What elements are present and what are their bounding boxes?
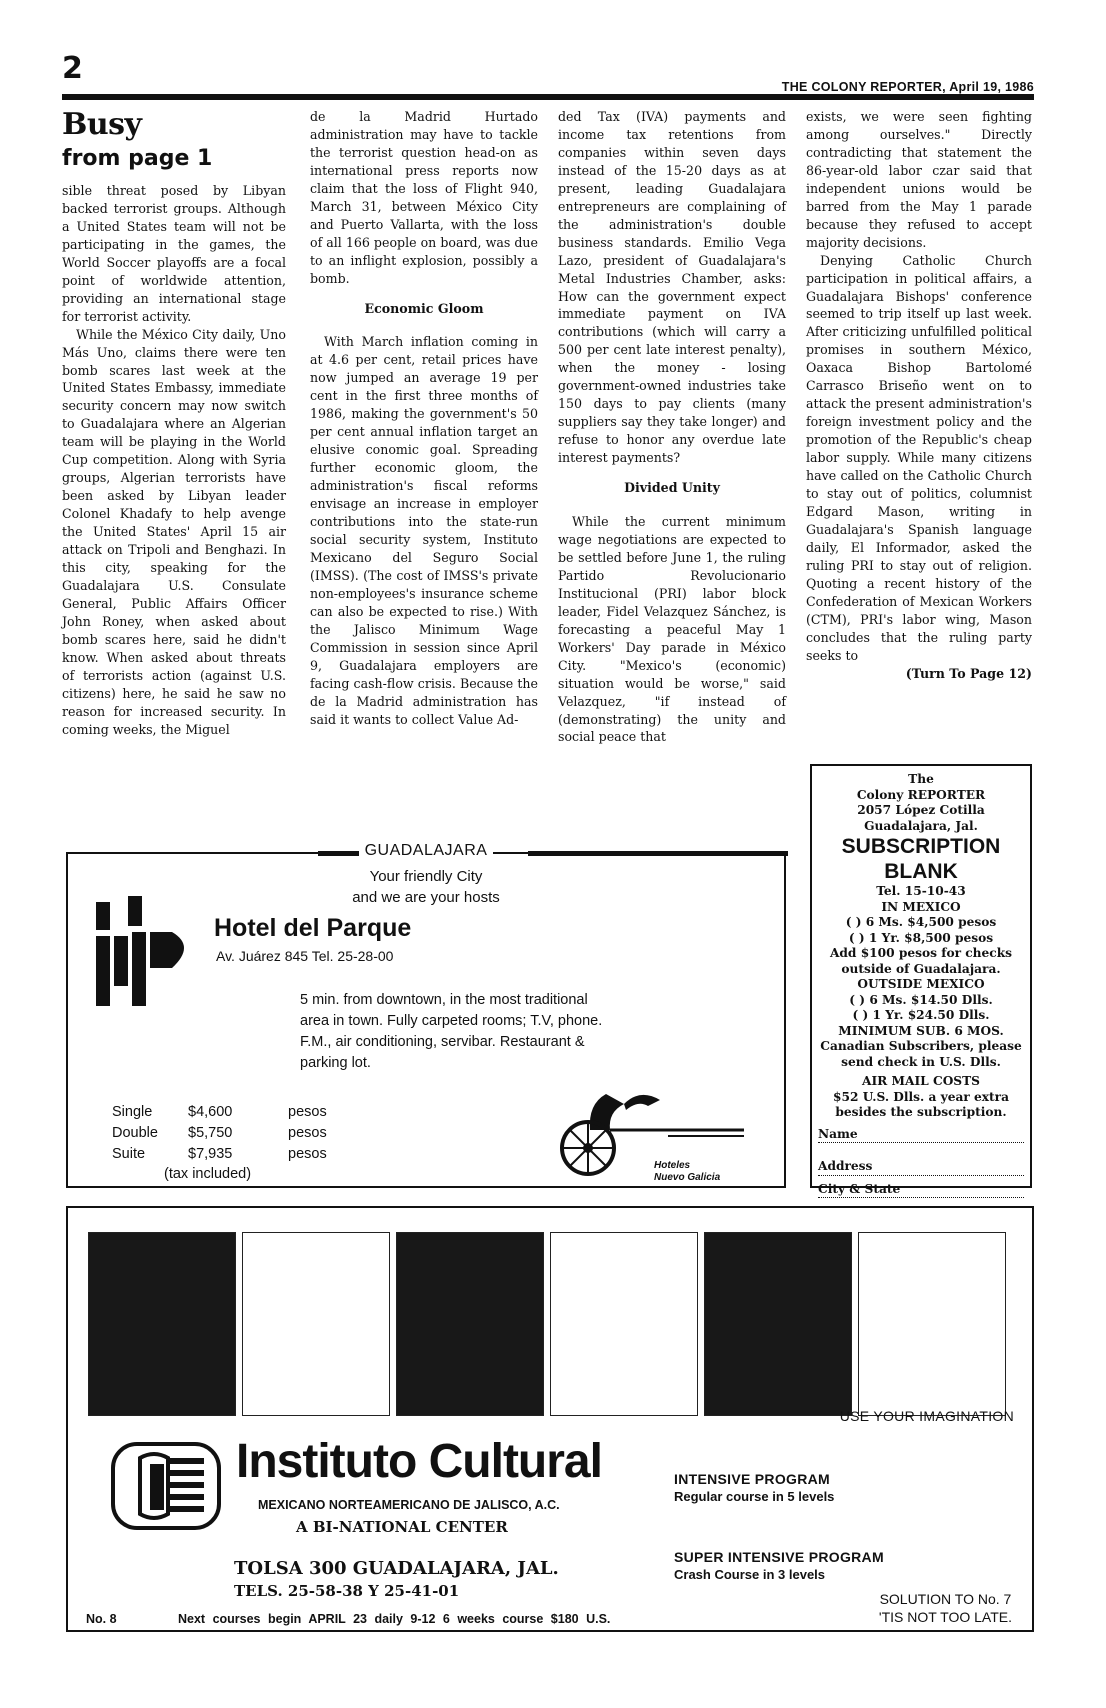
sub-option[interactable]: ( ) 1 Yr. $8,500 pesos <box>848 930 994 945</box>
photo-placeholder <box>242 1232 390 1416</box>
rate-row <box>112 1144 327 1165</box>
hotel-ad <box>66 842 786 1188</box>
program-desc: Crash Course in 3 levels <box>674 1567 826 1582</box>
sub-line: Guadalajara, Jal. <box>864 818 978 833</box>
sub-option[interactable]: ( ) 6 Ms. $4,500 pesos <box>845 915 997 929</box>
sub-title: SUBSCRIPTION <box>841 835 1001 858</box>
program-desc: Regular course in 5 levels <box>674 1489 835 1504</box>
sub-option[interactable]: ( ) 6 Ms. $14.50 Dlls. <box>849 992 993 1007</box>
shield-flag-logo-icon <box>110 1436 222 1536</box>
sub-airmail-note: $52 U.S. Dlls. a year extra besides the subscription. <box>833 1089 1009 1119</box>
instituto-phones: TELS. 25-58-38 Y 25-41-01 <box>234 1582 460 1600</box>
hotel-banner <box>66 842 786 860</box>
tagline-line: and we are your hosts <box>352 889 500 906</box>
next-courses: Next courses begin APRIL 23 daily 9-12 6 weeks course $180 U.S. <box>178 1612 611 1626</box>
sub-tel: Tel. 15-10-43 <box>876 884 966 898</box>
hotel-logo-icon <box>92 876 202 1016</box>
article-paragraph: de la Madrid Hurtado administration may have to tackle the terrorist question head-on as international press reports now claim that the loss of Flight 940, March 31, between México City and Puerto Vallarta, with the loss of all 166 people on board, was due to an inflight explosion, possibly a bomb. <box>310 109 538 286</box>
article-paragraph: exists, we were seen fighting among ourselves." Directly contradicting that statement the 86-year-old labor czar said that independent unions would be barred from the May 1 parade because they refused to accept majority decisions. <box>806 109 1032 250</box>
photo-placeholder <box>550 1232 698 1416</box>
sub-line: 2057 López Cotilla <box>857 803 985 817</box>
rate-label: Suite <box>112 1146 146 1162</box>
article-column-1 <box>62 108 286 739</box>
article-paragraph: With March inflation coming in at 4.6 per cent, retail prices have now jumped an average 19 per cent in the first three months of 1986, making the government's 50 per cent annual inflation target an elusive conomic goal. Spreading further economic gloom, the administration's fiscal reforms envisage an increase in employer contributions into the state-run social security system, Instituto Mexicano del Seguro Social (IMSS). (The cost of IMSS's private non-employees's insurance scheme can also be expected to rise.) With the Jalisco Minimum Wage Commission in session since April 9, Guadalajara employers are facing cash-flow crisis. Because the de la Madrid administration has said it wants to collect Value Ad- <box>310 334 538 727</box>
imagine-tagline: USE YOUR IMAGINATION <box>839 1408 1014 1424</box>
program-title: SUPER INTENSIVE PROGRAM <box>674 1549 884 1565</box>
article-paragraph: While the México City daily, Uno Más Uno, claims there were ten bomb scares last week at the United States Embassy, immediate security concern may now switch to Guadalajara where an Algerian team will be playing in the World Cup competition. Along with Syria groups, Algerian terrorists have been asked by Libyan leader Colonel Khadafy to help avenge the United States' April 15 air attack on Tripoli and Benghazi. In this city, speaking for the Guadalajara U.S. Consulate General, Public Affairs Officer John Roney, when asked about bomb scares here, said he didn't know. When asked about threats of terrorists action (against U.S. citizens) here, he said he saw no reason for increased security. In coming weeks, the Miguel <box>62 326 286 737</box>
article-column-4 <box>806 108 1032 683</box>
sub-airmail: AIR MAIL COSTS <box>862 1074 980 1088</box>
rate-unit: pesos <box>288 1146 327 1162</box>
brand-line: Nuevo Galicia <box>654 1172 721 1183</box>
sub-minimum: MINIMUM SUB. 6 MOS. <box>838 1023 1004 1038</box>
instituto-ad <box>66 1206 1034 1632</box>
photo-placeholder <box>396 1232 544 1416</box>
rate-label: Single <box>112 1104 153 1120</box>
article-paragraph: Denying Catholic Church participation in political affairs, a Guadalajara Bishops' conference seemed to trip itself up last week. After criticizing unfulfilled political promises in southern México, Oaxaca Bishop Bartolomé Carrasco Briseño went on to attack the present administration's foreign investment policy and the promotion of the Republic's cheap labor supply. While many citizens have called on the Catholic Church to stay out of politics, columnist Edgard Mason, writing in Guadalajara's Spanish language daily, El Informador, asked the ruling PRI to stay out of religion. Quoting a recent history of the Confederation of Mexican Workers (CTM), PRI's labor wing, Mason concludes that the ruling party seeks to <box>806 252 1032 663</box>
instituto-name: Instituto Cultural <box>236 1435 602 1488</box>
solution-line: 'TIS NOT TOO LATE. <box>878 1609 1012 1625</box>
top-rule <box>62 94 1034 100</box>
hotel-tax-note: (tax included) <box>164 1166 252 1182</box>
rate-row <box>112 1102 327 1123</box>
photo-placeholder <box>858 1232 1006 1416</box>
rate-row <box>112 1123 327 1144</box>
article-paragraph: ded Tax (IVA) payments and income tax retentions from companies within seven days instead of the 15-20 days as at present, leading Guadalajara entrepreneurs are complaining of the administration's double business standards. Emilio Vega Lazo, president of Guadalajara's Metal Industries Chamber, asks: How can the government expect immediate payment on IVA contributions (which will carry a 500 per cent late interest penalty), when the money - losing government-owned industries take 150 days to pay clients (many suppliers say they take longer) and refuse to honor any overdue late interest payments? <box>558 109 786 466</box>
sub-outside: OUTSIDE MEXICO <box>857 977 985 991</box>
ad-number: No. 8 <box>86 1612 117 1626</box>
article-subhead: from page 1 <box>62 146 213 171</box>
article-column-3 <box>558 108 786 746</box>
article-column-2 <box>310 108 538 728</box>
section-heading: Divided Unity <box>624 480 720 496</box>
hotel-address: Av. Juárez 845 Tel. 25-28-00 <box>216 948 394 964</box>
article-paragraph: While the current minimum wage negotiations are expected to be settled before June 1, the ruling Partido Revolucionario Institucional (PRI) labor block leader, Fidel Velazquez Sánchez, is forecasting a peaceful May 1 Workers' Day parade in México City. "Mexico's (economic) situation would be worse," said Velazquez, "if instead of (demonstrating) the unity and social peace that <box>558 514 786 745</box>
photo-placeholder <box>88 1232 236 1416</box>
program-title: INTENSIVE PROGRAM <box>674 1471 831 1487</box>
sub-note: Add $100 pesos for checks outside of Guadalajara. <box>829 946 1013 976</box>
rate-price: $5,750 <box>188 1125 233 1141</box>
address-field[interactable]: Address <box>818 1159 1024 1176</box>
tagline-line: Your friendly City <box>369 868 483 885</box>
sub-option[interactable]: ( ) 1 Yr. $24.50 Dlls. <box>852 1008 990 1022</box>
city-state-field[interactable]: City & State <box>818 1182 1024 1199</box>
super-intensive-program <box>674 1548 884 1584</box>
instituto-address: TOLSA 300 GUADALAJARA, JAL. <box>234 1558 559 1579</box>
subscription-blank <box>810 764 1032 1196</box>
sub-canadian: Canadian Subscribers, please send check in U.S. Dlls. <box>820 1039 1022 1069</box>
hotel-name: Hotel del Parque <box>214 914 412 942</box>
article-paragraph: sible threat posed by Libyan backed terrorist groups. Although a United States team will not be participating in the games, the World Soccer playoffs are a focal point of worldwide attention, providing an international stage for terrorist activity. <box>62 183 286 324</box>
sub-in-mexico: IN MEXICO <box>881 899 961 914</box>
sub-line: Colony REPORTER <box>856 787 986 802</box>
name-field[interactable]: Name <box>818 1127 1024 1144</box>
rate-price: $4,600 <box>188 1104 233 1120</box>
hotel-brand <box>654 1160 720 1184</box>
instituto-binational: A BI-NATIONAL CENTER <box>296 1518 508 1536</box>
sub-line: The <box>908 772 934 786</box>
rate-unit: pesos <box>288 1125 327 1141</box>
brand-line: Hoteles <box>654 1160 691 1171</box>
turn-to-page: (Turn To Page 12) <box>905 665 1032 681</box>
solution-line: SOLUTION TO No. 7 <box>879 1591 1012 1607</box>
page-number: 2 <box>62 51 83 86</box>
photo-placeholder <box>704 1232 852 1416</box>
puzzle-solution <box>879 1590 1012 1626</box>
rate-unit: pesos <box>288 1104 327 1120</box>
section-heading: Economic Gloom <box>364 300 484 316</box>
rate-price: $7,935 <box>188 1146 233 1162</box>
hotel-rates <box>112 1102 327 1165</box>
article-headline: Busy <box>62 107 142 142</box>
hotel-description: 5 min. from downtown, in the most traditional area in town. Fully carpeted rooms; T.V, phone. F.M., air conditioning, servibar. Restaurant & parking lot. <box>300 992 603 1071</box>
banner-city: GUADALAJARA <box>359 842 494 859</box>
rate-label: Double <box>112 1125 158 1141</box>
masthead: THE COLONY REPORTER, April 19, 1986 <box>781 80 1034 94</box>
sub-title: BLANK <box>884 860 958 883</box>
intensive-program <box>674 1470 834 1506</box>
instituto-subtitle: MEXICANO NORTEAMERICANO DE JALISCO, A.C. <box>258 1498 560 1512</box>
